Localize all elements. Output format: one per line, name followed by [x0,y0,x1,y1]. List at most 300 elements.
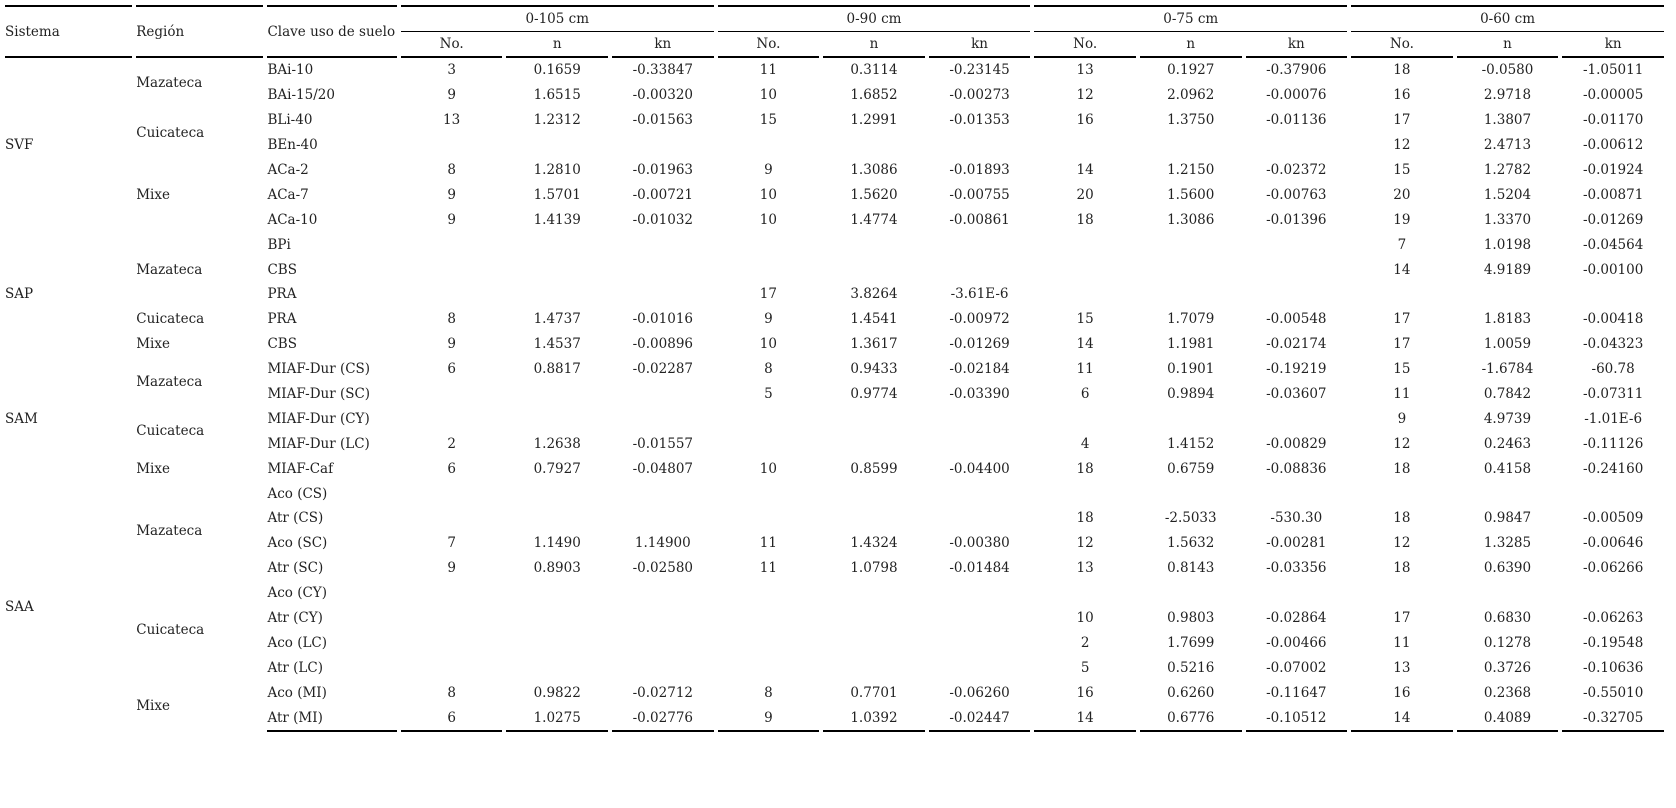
no-cell: 20 [1076,186,1094,203]
no-cell: 9 [718,705,820,732]
n-cell [506,257,608,282]
no-cell [1034,257,1136,282]
clave-cell: Aco (SC) [267,535,328,552]
n-cell [506,282,608,307]
n-cell: 1.6515 [533,87,581,104]
clave-cell: MIAF-Dur (CS) [267,361,371,378]
n-cell: 1.0798 [850,560,898,577]
header-depth-group: 0-105 cm [401,5,714,32]
n-cell: 0.3726 [1483,659,1532,676]
kn-cell [929,481,1031,506]
n-cell: -1.6784 [1481,361,1534,378]
no-cell [718,581,820,606]
kn-cell: -0.07311 [1582,386,1644,403]
n-cell: 1.4537 [533,336,581,353]
n-cell [1140,282,1242,307]
sistema-cell: SAP [5,286,34,303]
n-cell: 1.2782 [1483,162,1532,178]
kn-cell [929,133,1031,158]
kn-cell: -0.37906 [1266,62,1327,79]
n-cell: 1.4737 [533,311,581,328]
header-kn: kn [929,32,1031,58]
region-cell: Mazateca [136,74,203,91]
n-cell: 0.9894 [1167,386,1215,403]
no-cell: 8 [447,162,456,178]
no-cell: 10 [759,186,777,203]
kn-cell [1562,481,1664,506]
region-cell: Mazateca [136,522,203,539]
n-cell: 0.4089 [1457,705,1559,732]
region-cell: Cuicateca [136,423,205,440]
table-row [5,232,1664,257]
no-cell: 18 [1393,62,1411,79]
no-cell: 9 [447,87,456,104]
no-cell [718,133,820,158]
n-cell [823,630,925,655]
kn-cell: -0.00076 [1266,87,1327,104]
header-n: n [1140,32,1242,58]
n-cell: 1.3750 [1167,112,1215,129]
kn-cell: -0.00005 [1582,87,1644,104]
n-cell [823,133,925,158]
no-cell: 8 [764,684,773,701]
header-n: n [823,32,925,58]
no-cell [718,630,820,655]
region-cell: Cuicateca [136,622,205,639]
n-cell [506,481,608,506]
n-cell: 4.9189 [1483,261,1532,278]
no-cell: 19 [1393,211,1411,228]
clave-cell: CBS [267,261,297,278]
kn-cell: -530.30 [1270,510,1323,527]
n-cell [823,257,925,282]
kn-cell: -0.00320 [632,87,693,104]
no-cell: 17 [1393,336,1411,353]
clave-cell: BEn-40 [267,137,318,154]
no-cell [1034,581,1136,606]
no-cell [1034,133,1136,158]
kn-cell: -0.04400 [949,460,1010,477]
n-cell: 1.5632 [1167,535,1215,552]
n-cell: 1.0198 [1483,236,1532,253]
no-cell: 15 [759,112,777,129]
kn-cell: -0.01484 [949,560,1010,577]
kn-cell [929,232,1031,257]
no-cell: 18 [1393,510,1411,527]
kn-cell [1246,133,1348,158]
kn-cell: -1.01E-6 [1584,410,1643,427]
clave-cell: Aco (LC) [267,634,328,651]
kn-cell [929,431,1031,456]
kn-cell [929,406,1031,431]
kn-cell [612,581,714,606]
kn-cell [929,606,1031,631]
no-cell: 16 [1393,684,1411,701]
no-cell [401,406,503,431]
kn-cell [1246,257,1348,282]
n-cell: 1.0059 [1483,336,1532,353]
n-cell: 1.1490 [533,535,581,552]
kn-cell: 1.14900 [634,535,691,552]
no-cell: 18 [1076,460,1094,477]
kn-cell [929,581,1031,606]
region-cell: Cuicateca [136,311,205,328]
n-cell: 1.4152 [1167,435,1215,452]
n-cell: 0.5216 [1167,659,1215,676]
no-cell: 7 [447,535,456,552]
header-kn: kn [612,32,714,58]
n-cell [506,655,608,680]
n-cell [1140,133,1242,158]
header-region: Región [136,5,263,58]
kn-cell [612,606,714,631]
kn-cell: -0.04807 [632,460,693,477]
no-cell: 17 [1393,112,1411,129]
no-cell [718,232,820,257]
no-cell: 5 [1080,659,1090,676]
n-cell [506,232,608,257]
no-cell [401,630,503,655]
sistema-cell: SVF [5,137,34,154]
no-cell [1351,282,1453,307]
no-cell: 11 [1076,361,1094,378]
no-cell: 16 [1393,87,1411,104]
no-cell: 10 [759,87,777,104]
n-cell: 1.3807 [1483,112,1532,129]
kn-cell: -0.08836 [1266,460,1327,477]
kn-cell: -0.00418 [1582,311,1644,328]
clave-cell: MIAF-Dur (CY) [267,410,370,427]
no-cell [718,481,820,506]
no-cell [718,406,820,431]
no-cell: 9 [447,336,456,353]
n-cell: 1.8183 [1483,311,1532,328]
clave-cell: ACa-7 [267,186,309,203]
n-cell: 1.4541 [850,311,898,328]
no-cell: 17 [759,286,777,303]
n-cell: 1.3370 [1483,211,1532,228]
n-cell: 0.7842 [1483,386,1532,403]
kn-cell: -0.01563 [632,112,693,129]
kn-cell: -0.02447 [929,705,1031,732]
no-cell: 11 [759,560,777,577]
region-cell: Mixe [136,186,170,203]
kn-cell [612,406,714,431]
kn-cell: -0.02174 [1266,336,1327,353]
n-cell [506,581,608,606]
no-cell: 17 [1393,610,1411,627]
n-cell [506,133,608,158]
n-cell: 0.8817 [533,361,581,378]
no-cell: 2 [1080,634,1090,651]
header-depth-group: 0-75 cm [1034,5,1347,32]
n-cell: 0.3114 [850,62,898,79]
n-cell: 1.3086 [850,162,898,178]
n-cell [506,506,608,531]
n-cell: 1.2991 [850,112,898,129]
no-cell: 20 [1393,186,1411,203]
kn-cell: -0.03607 [1266,386,1327,403]
no-cell: 18 [1076,211,1094,228]
kn-cell: -0.32705 [1562,705,1664,732]
kn-cell: -0.01396 [1266,211,1327,228]
header-n: n [506,32,608,58]
no-cell: 6 [447,460,456,477]
kn-cell: -0.02287 [632,361,693,378]
n-cell: 2.4713 [1483,137,1532,154]
header-clave: Clave uso de suelo [267,5,396,58]
n-cell: 0.9803 [1167,610,1215,627]
kn-cell: -0.04564 [1582,236,1644,253]
n-cell: 0.8903 [533,560,581,577]
kn-cell [612,506,714,531]
n-cell [1457,581,1559,606]
kn-cell: -0.11647 [1266,684,1327,701]
no-cell [1034,481,1136,506]
header-no: No. [718,32,820,58]
no-cell: 14 [1076,162,1094,178]
n-cell: 0.1278 [1483,634,1532,651]
kn-cell: -60.78 [1591,361,1635,378]
no-cell: 12 [1393,535,1411,552]
kn-cell [1246,232,1348,257]
kn-cell: -0.11126 [1582,435,1644,452]
header-kn: kn [1246,32,1348,58]
no-cell: 13 [443,112,461,129]
kn-cell [1246,282,1348,307]
table-row [5,307,1664,332]
n-cell: 0.1927 [1167,62,1215,79]
n-cell [1457,282,1559,307]
clave-cell: BAi-15/20 [267,87,335,104]
kn-cell: -0.01353 [949,112,1010,129]
kn-cell: -0.10636 [1582,659,1644,676]
no-cell: 9 [447,211,456,228]
header-no: No. [1034,32,1136,58]
n-cell [823,431,925,456]
n-cell: 0.6390 [1483,560,1532,577]
kn-cell: -0.01557 [632,435,693,452]
clave-cell: PRA [267,286,297,303]
no-cell: 11 [759,535,777,552]
n-cell: 0.6260 [1167,684,1215,701]
kn-cell: -0.01170 [1582,112,1644,129]
kn-cell: -0.00972 [949,311,1010,328]
no-cell: 7 [1397,236,1407,253]
no-cell [1034,406,1136,431]
no-cell: 8 [447,311,456,328]
kn-cell [612,282,714,307]
n-cell: -0.0580 [1481,62,1534,79]
no-cell: 10 [759,211,777,228]
kn-cell: -0.23145 [949,62,1010,79]
no-cell: 18 [1393,560,1411,577]
no-cell: 14 [1034,705,1136,732]
n-cell [1140,481,1242,506]
no-cell: 15 [1393,162,1411,178]
kn-cell [612,382,714,407]
no-cell [718,431,820,456]
kn-cell: -0.24160 [1582,460,1644,477]
no-cell: 10 [1076,610,1094,627]
n-cell [823,581,925,606]
n-cell [506,382,608,407]
kn-cell: -1.05011 [1582,62,1644,79]
kn-cell [1562,282,1664,307]
clave-cell: Atr (SC) [267,560,324,577]
kn-cell [612,630,714,655]
n-cell [823,655,925,680]
kn-cell [1246,406,1348,431]
no-cell: 15 [1393,361,1411,378]
no-cell [401,655,503,680]
n-cell: 0.9433 [850,361,898,378]
clave-cell: Aco (MI) [267,684,327,701]
no-cell [718,506,820,531]
no-cell: 6 [401,705,503,732]
clave-cell: MIAF-Caf [267,460,334,477]
clave-cell: CBS [267,336,297,353]
kn-cell: -0.00466 [1266,634,1327,651]
no-cell: 13 [1076,62,1094,79]
kn-cell: -0.06260 [949,684,1010,701]
no-cell [401,481,503,506]
n-cell: 0.6776 [1140,705,1242,732]
n-cell: 3.8264 [850,286,898,303]
no-cell: 13 [1393,659,1411,676]
no-cell: 9 [447,186,456,203]
n-cell: 1.7699 [1167,634,1215,651]
clave-cell: BLi-40 [267,112,313,129]
no-cell [401,282,503,307]
region-cell: Mixe [136,460,170,477]
n-cell: 4.9739 [1483,410,1532,427]
kn-cell: -0.04323 [1582,336,1644,353]
kn-cell: -0.02864 [1266,610,1327,627]
header-depth-group: 0-60 cm [1351,5,1664,32]
no-cell [401,257,503,282]
no-cell [1034,282,1136,307]
n-cell: 1.2638 [533,435,581,452]
no-cell: 11 [1393,386,1411,403]
n-cell: 1.5620 [850,186,898,203]
table-row [5,481,1664,506]
region-cell: Mixe [136,698,170,715]
n-cell [823,606,925,631]
no-cell: 2 [447,435,456,452]
n-cell: 2.9718 [1483,87,1532,104]
kn-cell: -0.19548 [1582,634,1644,651]
table-row [5,58,1664,83]
table-body [5,58,1664,732]
n-cell: 0.9774 [850,386,898,403]
kn-cell: -0.00755 [949,186,1010,203]
kn-cell: -0.01963 [632,162,693,178]
clave-cell: Aco (CY) [267,585,327,602]
kn-cell [929,630,1031,655]
kn-cell: -0.06266 [1582,560,1644,577]
kn-cell: -0.00612 [1582,137,1644,154]
header-row-groups [5,5,1664,32]
region-cell: Mazateca [136,261,203,278]
table-row [5,357,1664,382]
no-cell: 8 [764,361,773,378]
no-cell [401,606,503,631]
no-cell: 14 [1393,261,1411,278]
table-row [5,680,1664,705]
kn-cell [929,506,1031,531]
kn-cell: -0.33847 [632,62,693,79]
header-no: No. [401,32,503,58]
no-cell: 12 [1076,535,1094,552]
no-cell: 9 [764,162,773,178]
no-cell: 15 [1076,311,1094,328]
clave-cell: Atr (MI) [267,705,396,732]
kn-cell: -0.00763 [1266,186,1327,203]
n-cell: 1.4774 [850,211,898,228]
n-cell [1140,406,1242,431]
kn-cell: -0.02776 [612,705,714,732]
kn-cell [612,133,714,158]
no-cell: 14 [1076,336,1094,353]
n-cell: 0.2368 [1483,684,1532,701]
n-cell: 1.5204 [1483,186,1532,203]
no-cell: 16 [1076,684,1094,701]
no-cell: 8 [447,684,456,701]
clave-cell: PRA [267,311,297,328]
no-cell: 9 [764,311,773,328]
kn-cell [1562,581,1664,606]
no-cell: 10 [759,336,777,353]
n-cell: 0.1901 [1167,361,1215,378]
kn-cell: -0.03390 [949,386,1010,403]
n-cell: 1.7079 [1167,311,1215,328]
n-cell: 1.2150 [1167,162,1215,178]
kn-cell: -0.10512 [1246,705,1348,732]
n-cell: 0.4158 [1483,460,1532,477]
no-cell: 18 [1076,510,1094,527]
kn-cell: -0.01016 [632,311,693,328]
n-cell: 0.8599 [850,460,898,477]
kn-cell: -0.00380 [949,535,1010,552]
kn-cell: -0.02184 [949,361,1010,378]
kn-cell [1246,481,1348,506]
n-cell: 1.5701 [533,186,581,203]
table-row [5,332,1664,357]
no-cell [401,133,503,158]
no-cell: 9 [1397,410,1407,427]
n-cell: 1.3285 [1483,535,1532,552]
clave-cell: BPi [267,236,291,253]
no-cell: 11 [759,62,777,79]
kn-cell [929,257,1031,282]
no-cell [1034,232,1136,257]
kn-cell: -0.01136 [1266,112,1327,129]
no-cell [401,232,503,257]
kn-cell: -0.00548 [1266,311,1327,328]
clave-cell: MIAF-Dur (SC) [267,386,371,403]
clave-cell: Aco (CS) [267,485,328,502]
table-row [5,108,1664,133]
region-cell: Mixe [136,336,170,353]
table-row [5,406,1664,431]
no-cell [718,606,820,631]
n-cell: 0.9822 [533,684,581,701]
kn-cell: -0.55010 [1582,684,1644,701]
no-cell: 13 [1076,560,1094,577]
header-no: No. [1351,32,1453,58]
soil-data-table [1,5,1668,732]
